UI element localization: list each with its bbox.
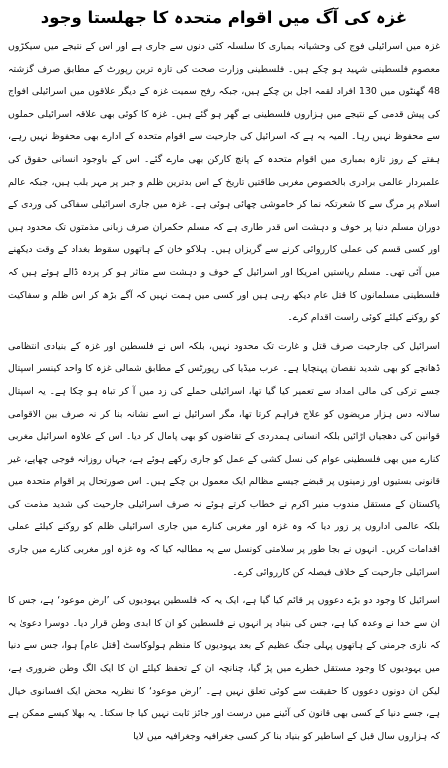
- article-paragraph-2: اسرائیل کی جارحیت صرف قتل و غارت تک محدود نہیں، بلکہ اس نے فلسطین اور غزہ کے بنیادی انتظامی ڈھانچے کو بھی شدید نقصان پہنچایا ہے۔ عرب میڈیا کی رپورٹس کے مطابق شمالی غزہ کا واحد کینسر اسپتال جسے ترکی کی مالی امداد سے تعمیر کیا گیا تھا، اسرائیلی حملے کی زد میں آ کر تباہ ہو چکا ہے۔ یہ اسپتال سالانہ دس ہزار مریضوں کو علاج فراہم کرتا تھا، مگر اسرائیل نے اسے نشانہ بنا کر نہ صرف بین الاقوامی قوانین کی دھجیاں اڑائیں بلکہ انسانی ہمدردی کے تقاضوں کو بھی پامال کر دیا۔ اس کے علاوہ اسرائیل مغربی کنارے میں بھی فلسطینی عوام کی نسل کشی کے عمل کو جاری رکھے ہوئے ہے، جہاں روزانہ فوجی چھاپے، غیر قانونی بستیوں اور زمینوں پر قبضے جیسے مظالم ایک معمول بن چکے ہیں۔ اس صورتحال پر اقوام متحدہ میں پاکستان کے مستقل مندوب منیر اکرم نے خطاب کرتے ہوئے نہ صرف اسرائیلی جارحیت کی شدید مذمت کی بلکہ عالمی اداروں پر زور دیا کہ وہ غزہ اور مغربی کنارے میں جاری اسرائیلی ظلم کو روکنے کیلئے عملی اقدامات کریں۔ انہوں نے بجا طور پر سلامتی کونسل سے یہ مطالبہ کیا کہ وہ غزہ اور مغربی کنارے میں جاری اسرائیلی جارحیت کے خلاف فیصلہ کن کارروائی کرے۔: [8, 340, 440, 578]
- article-paragraph-3: اسرائیل کا وجود دو بڑے دعووں پر قائم کیا گیا ہے، ایک یہ کہ فلسطین یہودیوں کی ’ارض موعود‘ ہے، جس کا ان سے خدا نے وعدہ کیا ہے، جس کی بنیاد پر انہوں نے فلسطین کو ان کا ابدی وطن قرار دیا۔ دوسرا دعویٰ یہ کہ نازی جرمنی کے ہاتھوں پہلی جنگ عظیم کے بعد یہودیوں کا منظم ہولوکاسٹ [قتل عام] ہوا، جس سے دنیا میں یہودیوں کا وجود مستقل خطرے میں پڑ گیا، چنانچہ ان کے تحفظ کیلئے ان کا ایک الگ وطن ضروری ہے، لیکن ان دونوں دعووں کا حقیقت سے کوئی تعلق نہیں ہے۔ ’ارض موعود‘ کا نظریہ محض ایک افسانوی خیال ہے، جسے دنیا کے کسی بھی قانون کی آئینے میں درست اور جائز ثابت نہیں کیا جا سکتا۔ یہ بھلا کیسے ممکن ہے کہ ہزاروں سال قبل کے اساطیر کو بنیاد بنا کر کسی جغرافیہ وجغرافیہ میں لایا: [8, 595, 440, 742]
- article-paragraph-1: غزہ میں اسرائیلی فوج کی وحشیانہ بمباری کا سلسلہ کئی دنوں سے جاری ہے اور اس کے نتیجے میں سیکڑوں معصوم فلسطینی شہید ہو چکے ہیں۔ فلسطینی وزارت صحت کی تازہ ترین رپورٹ کے مطابق صرف گزشتہ 48 گھنٹوں میں 130 افراد لقمہ اجل بن چکے ہیں، جبکہ رفح سمیت غزہ کے دیگر علاقوں میں اسرائیلی افواج کی پیش قدمی کے نتیجے میں ہزاروں فلسطینی بے گھر ہو گئے ہیں۔ غزہ کا کوئی بھی علاقہ اسرائیلی حملوں سے محفوظ نہیں رہا۔ المیہ یہ ہے کہ اسرائیل کی جارحیت سے اقوام متحدہ کے ادارے بھی محفوظ نہیں رہے، ہفتے کے روز تازہ بمباری میں اقوام متحدہ کے پانچ کارکن بھی مارے گئے۔ اس کے باوجود انسانی حقوق کی علمبردار عالمی برادری بالخصوص مغربی طاقتیں تاریخ کے اس بدترین ظلم و جبر پر مہر بلب ہیں، جبکہ عالم اسلام پر مرگ سے کا شعرتکہ نما کر خاموشی چھائی ہوئی ہے۔ غزہ میں جاری اسرائیلی سفاکی کی وردی کے دوران مسلم دنیا پر خوف و دہشت اس قدر طاری ہے کہ مسلم حکمران صرف زبانی مذمتوں تک محدود ہیں اور کسی قسم کی عملی کارروائی کرنے سے گریزاں ہیں۔ ہلاکو خان کے ہاتھوں سقوط بغداد کے وقت دیکھنے میں آئی تھی۔ مسلم ریاستیں امریکا اور اسرائیل کے خوف و دہشت سے متاثر ہو کر پردہ ڈالے ہوئے ہیں کہ فلسطینی مسلمانوں کا قتل عام دیکھ رہی ہیں اور کسی میں ہمت نہیں کہ آگے بڑھ کر اس ظلم و سفاکیت کو روکنے کیلئے کوئی راست اقدام کرے۔: [8, 41, 440, 324]
- article-headline: غزہ کی آگ میں اقوام متحدہ کا جھلستا وجود: [40, 8, 408, 27]
- article-body: [8, 36, 440, 748]
